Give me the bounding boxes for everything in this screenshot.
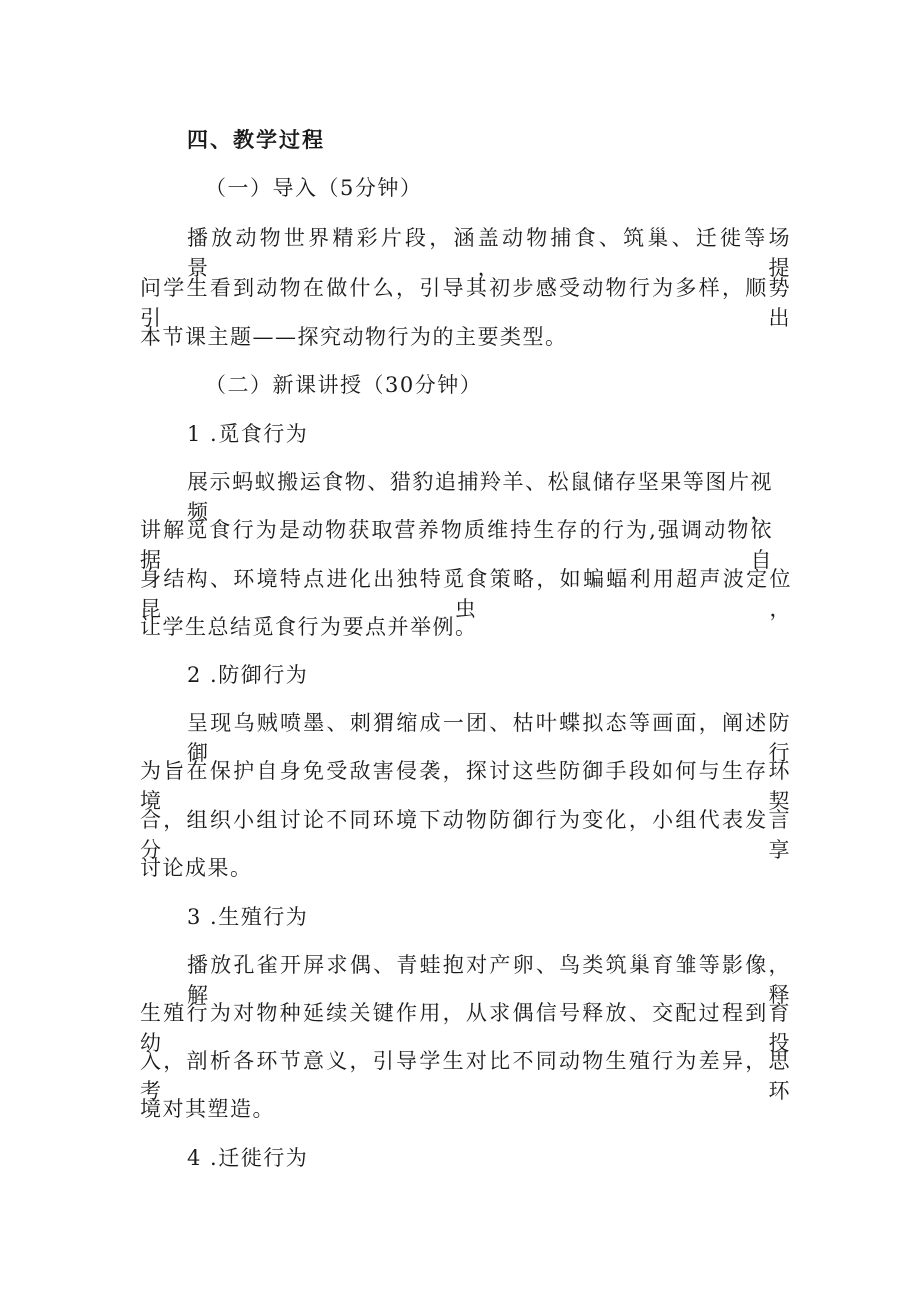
item-3-title: 3 .生殖行为	[187, 905, 309, 929]
item-2-title: 2 .防御行为	[187, 663, 309, 687]
item-2-line-4: 讨论成果。	[140, 856, 253, 880]
item-2-line-2: 为旨在保护自身免受敌害侵袭，探讨这些防御手段如何与生存环境契	[140, 759, 791, 813]
item-1-line-2: 讲解觅食行为是动物获取营养物质维持生存的行为,强调动物依据自	[140, 518, 773, 572]
item-1-line-1: 展示蚂蚁搬运食物、猎豹追捕羚羊、松鼠储存坚果等图片视频，	[187, 470, 773, 524]
intro-heading: （一）导入（5分钟）	[205, 176, 423, 200]
item-4-title: 4 .迁徙行为	[187, 1146, 309, 1170]
item-2-line-3: 合，组织小组讨论不同环境下动物防御行为变化，小组代表发言分享	[140, 808, 791, 862]
intro-line-3: 本节课主题——探究动物行为的主要类型。	[140, 325, 568, 349]
intro-line-1: 播放动物世界精彩片段，涵盖动物捕食、筑巢、迁徙等场景，提	[187, 226, 791, 280]
new-lesson-heading: （二）新课讲授（30分钟）	[205, 373, 483, 397]
item-3-line-3: 入，剖析各环节意义，引导学生对比不同动物生殖行为差异，思考环	[140, 1049, 791, 1103]
intro-line-2: 问学生看到动物在做什么，引导其初步感受动物行为多样，顺势引出	[140, 276, 791, 330]
item-1-line-3: 身结构、环境特点进化出独特觅食策略，如蝙蝠利用超声波定位昆虫，	[140, 567, 792, 621]
item-3-line-1: 播放孔雀开屏求偶、青蛙抱对产卵、鸟类筑巢育雏等影像，解释	[187, 953, 791, 1007]
section-title: 四、教学过程	[187, 127, 325, 152]
item-1-title: 1 .觅食行为	[187, 422, 309, 446]
item-3-line-2: 生殖行为对物种延续关键作用，从求偶信号释放、交配过程到育幼投	[140, 1001, 791, 1055]
item-1-line-4: 让学生总结觅食行为要点并举例。	[140, 615, 478, 639]
item-3-line-4: 境对其塑造。	[140, 1097, 275, 1121]
item-2-line-1: 呈现乌贼喷墨、刺猬缩成一团、枯叶蝶拟态等画面，阐述防御行	[187, 711, 791, 765]
